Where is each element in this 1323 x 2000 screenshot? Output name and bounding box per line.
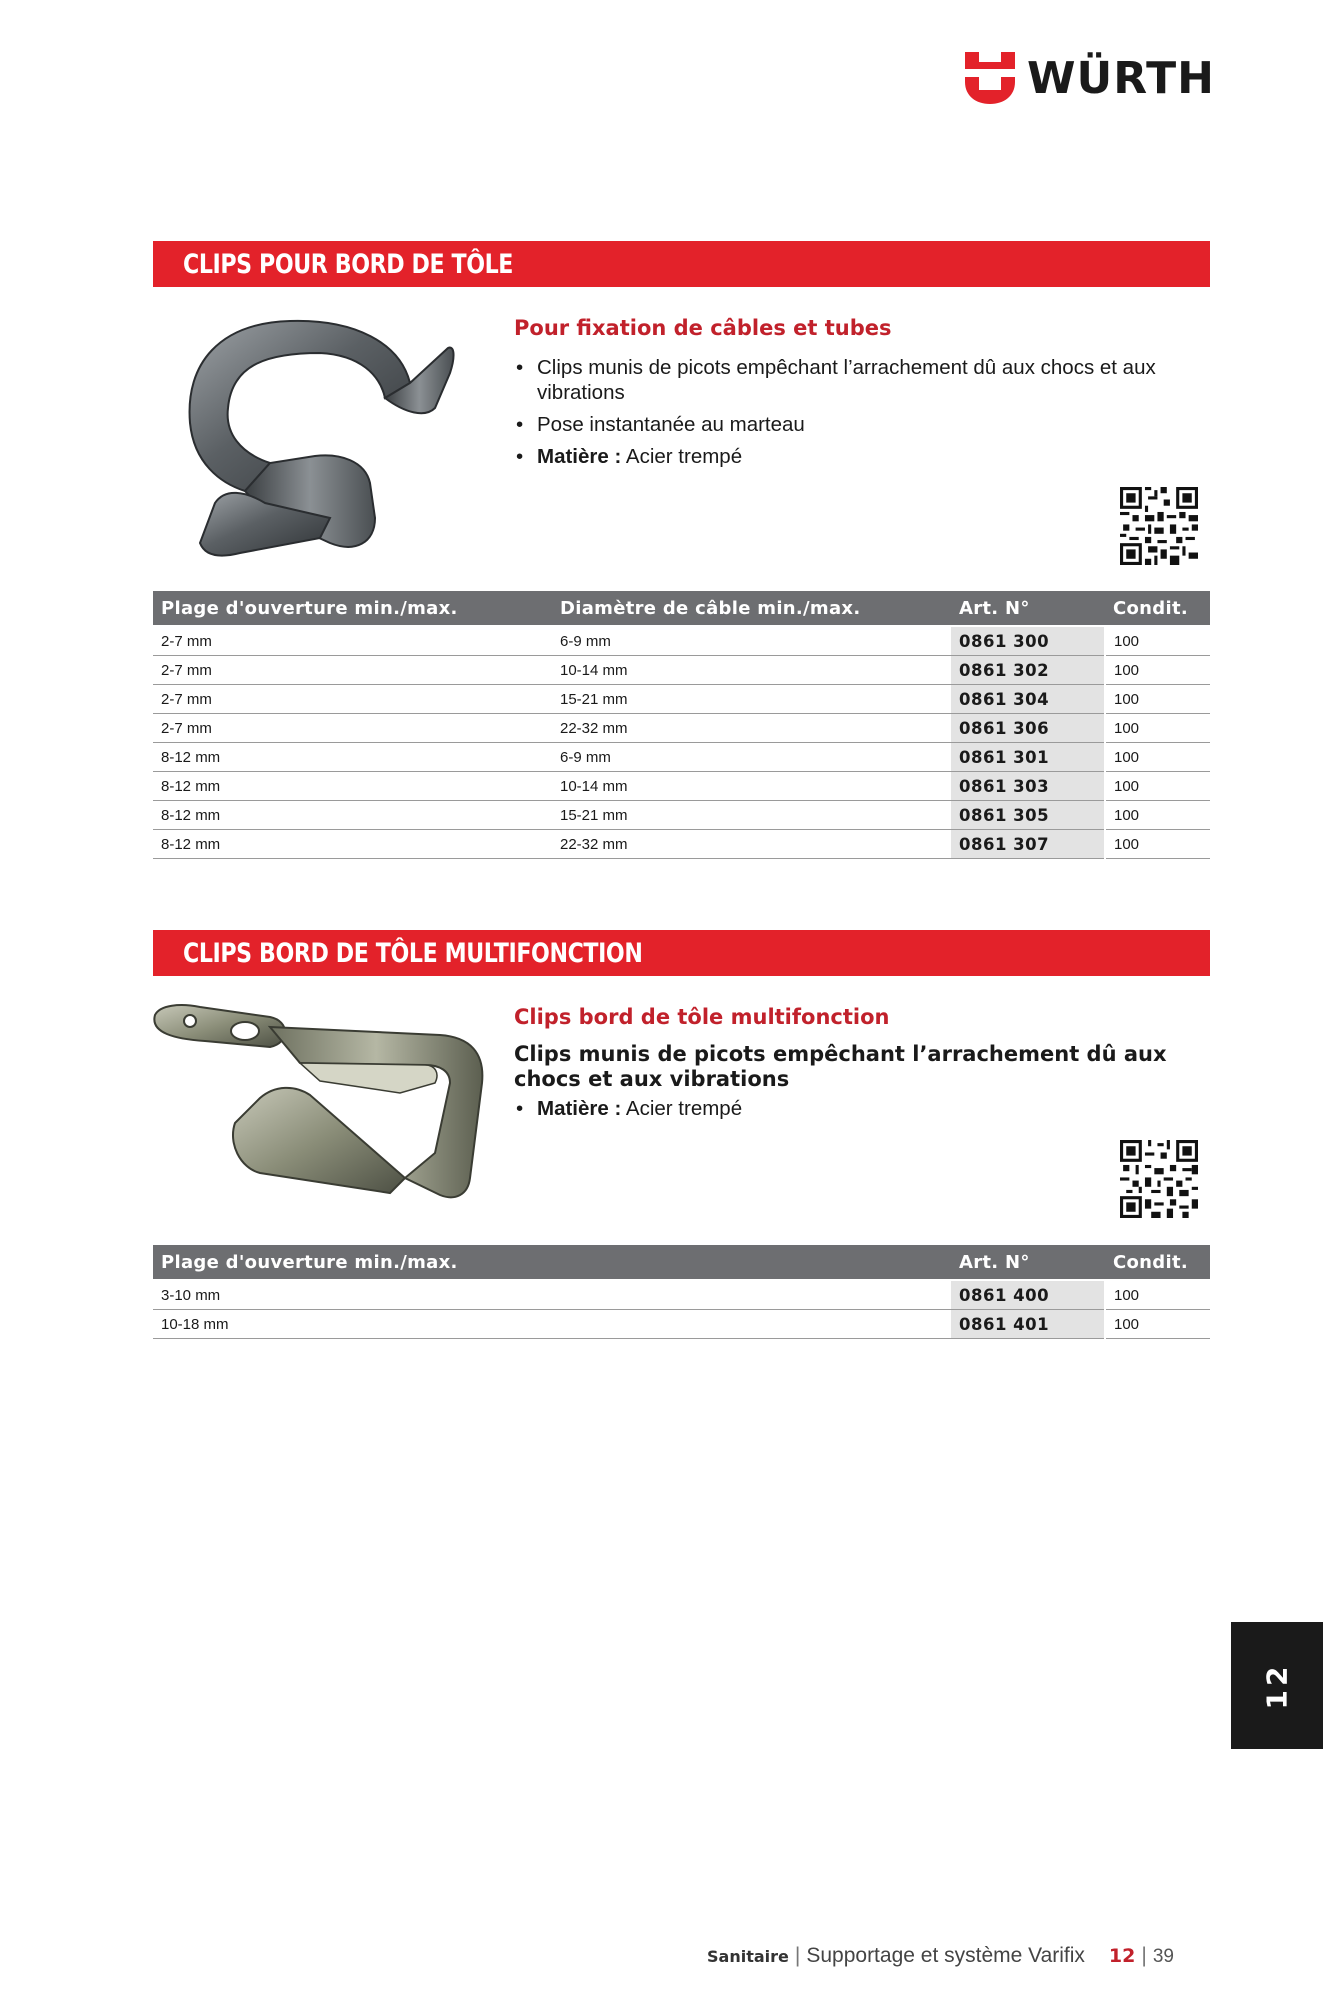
material-label: Matière : [537,445,622,468]
sheet-edge-clip-image [180,313,470,563]
article-number-cell: 0861 300 [951,626,1105,656]
multifunction-clip-image [150,1003,490,1203]
feature-list [514,1096,1174,1128]
section-heading-clips-bord-tole [153,241,1210,287]
opening-range-cell: 8-12 mm [153,772,552,801]
pack-quantity-cell: 100 [1105,1280,1210,1310]
footer-page-number: 39 [1152,1946,1174,1967]
cable-diameter-cell: 15-21 mm [552,685,951,714]
pack-quantity-cell: 100 [1105,830,1210,859]
table-header-row [153,591,1210,626]
product-subtitle: Pour fixation de câbles et tubes [514,316,892,340]
footer-separator: | [794,1944,801,1967]
opening-range-cell: 3-10 mm [153,1280,951,1310]
wurth-logo-mark-icon [965,52,1015,104]
section-heading-clips-multifonction [153,930,1210,976]
table-row [153,801,1210,830]
article-number-cell: 0861 303 [951,772,1105,801]
column-header: Art. N° [951,591,1105,626]
chapter-tab-marker [1231,1622,1323,1749]
cable-diameter-cell: 22-32 mm [552,714,951,743]
opening-range-cell: 8-12 mm [153,743,552,772]
pack-quantity-cell: 100 [1105,801,1210,830]
column-header: Plage d'ouverture min./max. [153,1245,951,1280]
column-header: Diamètre de câble min./max. [552,591,951,626]
cable-diameter-cell: 22-32 mm [552,830,951,859]
table-row [153,685,1210,714]
footer-title: Supportage et système Varifix [806,1944,1085,1967]
article-number-cell: 0861 304 [951,685,1105,714]
pack-quantity-cell: 100 [1105,626,1210,656]
cable-diameter-cell: 10-14 mm [552,656,951,685]
opening-range-cell: 2-7 mm [153,656,552,685]
qr-code-icon[interactable] [1120,1140,1198,1218]
article-number-cell: 0861 401 [951,1310,1105,1339]
spec-table-clips-multifonction [153,1245,1210,1339]
material-label: Matière : [537,1097,622,1120]
cable-diameter-cell: 6-9 mm [552,626,951,656]
feature-item: • Pose instantanée au marteau [514,412,1174,437]
pack-quantity-cell: 100 [1105,743,1210,772]
material-value: Acier trempé [625,445,743,468]
opening-range-cell: 2-7 mm [153,685,552,714]
table-row [153,1280,1210,1310]
table-row [153,714,1210,743]
wurth-logo [965,52,1215,104]
column-header: Condit. [1105,591,1210,626]
column-header: Plage d'ouverture min./max. [153,591,552,626]
article-number-cell: 0861 302 [951,656,1105,685]
cable-diameter-cell: 10-14 mm [552,772,951,801]
table-row [153,830,1210,859]
footer-separator: | [1141,1944,1147,1967]
section-heading-text: CLIPS POUR BORD DE TÔLE [183,248,514,280]
cable-diameter-cell: 15-21 mm [552,801,951,830]
feature-item-material [514,1096,1174,1121]
table-row [153,743,1210,772]
article-number-cell: 0861 307 [951,830,1105,859]
brand-name: WÜRTH [1027,52,1216,104]
product-subtitle: Clips bord de tôle multifonction [514,1005,890,1029]
spec-table-clips-bord-tole [153,591,1210,859]
table-row [153,656,1210,685]
table-header-row [153,1245,1210,1280]
opening-range-cell: 8-12 mm [153,801,552,830]
opening-range-cell: 8-12 mm [153,830,552,859]
column-header: Art. N° [951,1245,1105,1280]
feature-list [514,355,1174,476]
feature-item-material [514,444,1174,469]
product-lead-text: Clips munis de picots empêchant l’arrachement dû aux chocs et aux vibrations [514,1042,1167,1091]
footer-category: Sanitaire [707,1947,789,1966]
feature-item: • Clips munis de picots empêchant l’arrachement dû aux chocs et aux vibrations [514,355,1174,405]
article-number-cell: 0861 305 [951,801,1105,830]
chapter-tab-number: 12 [1260,1662,1294,1709]
qr-code-icon[interactable] [1120,487,1198,565]
material-value: Acier trempé [625,1097,743,1120]
pack-quantity-cell: 100 [1105,1310,1210,1339]
cable-diameter-cell: 6-9 mm [552,743,951,772]
table-row [153,772,1210,801]
column-header: Condit. [1105,1245,1210,1280]
article-number-cell: 0861 400 [951,1280,1105,1310]
pack-quantity-cell: 100 [1105,714,1210,743]
pack-quantity-cell: 100 [1105,772,1210,801]
pack-quantity-cell: 100 [1105,656,1210,685]
opening-range-cell: 10-18 mm [153,1310,951,1339]
article-number-cell: 0861 301 [951,743,1105,772]
footer-chapter-number: 12 [1108,1945,1136,1967]
article-number-cell: 0861 306 [951,714,1105,743]
section-heading-text: CLIPS BORD DE TÔLE MULTIFONCTION [183,937,643,969]
page-footer [707,1944,1174,1968]
opening-range-cell: 2-7 mm [153,714,552,743]
pack-quantity-cell: 100 [1105,685,1210,714]
table-row [153,1310,1210,1339]
opening-range-cell: 2-7 mm [153,626,552,656]
table-row [153,626,1210,656]
